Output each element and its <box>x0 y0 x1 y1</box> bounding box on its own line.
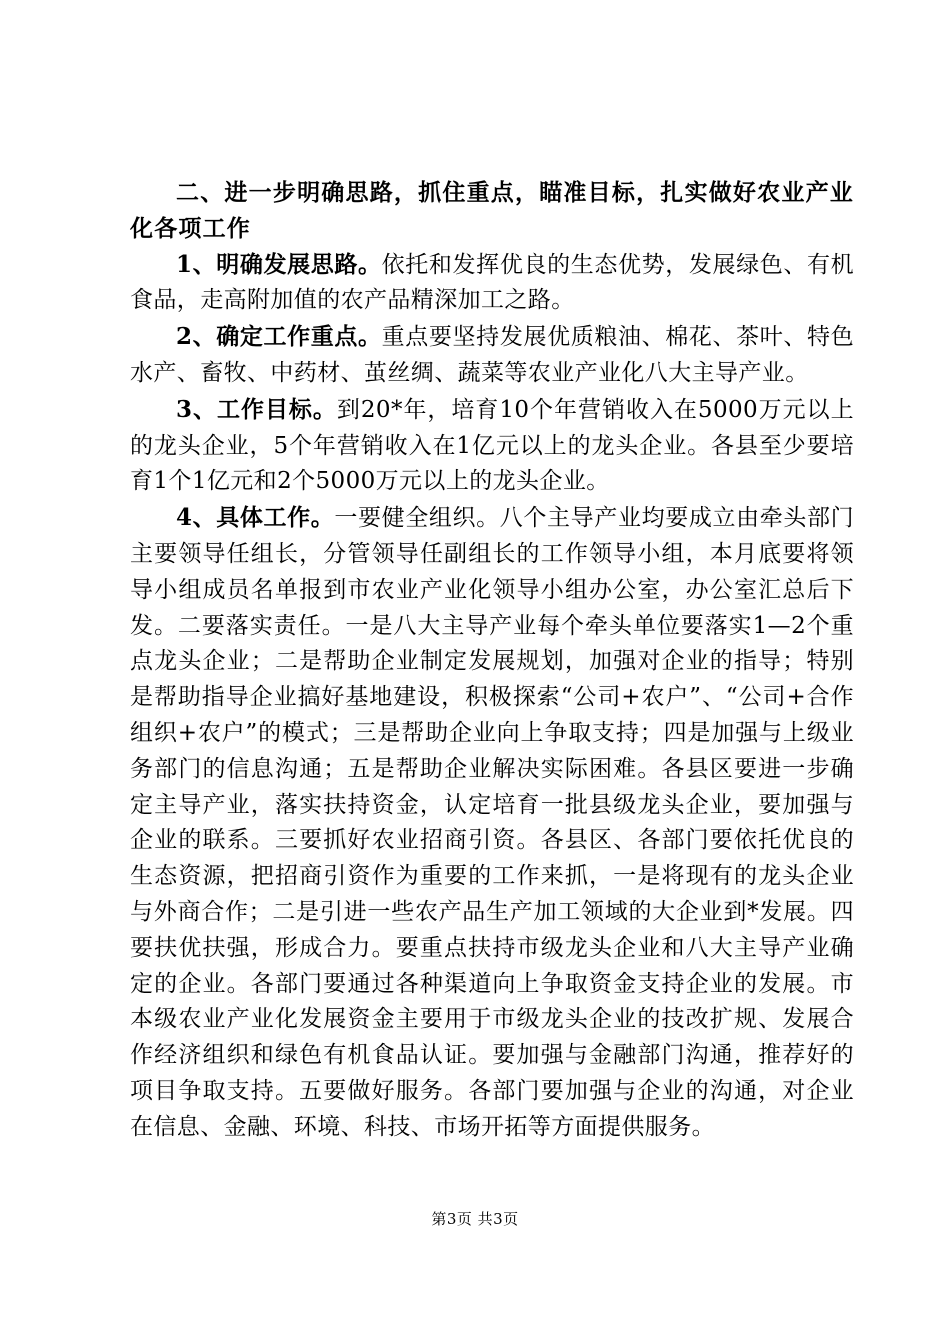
paragraph-lead: 2、确定工作重点。 <box>176 323 382 351</box>
paragraph-text: 依托和发挥优良的生态优势，发展绿色、有机食品，走高附加值的农产品精深加工之路。 <box>130 251 855 314</box>
paragraph-lead: 1、明确发展思路。 <box>176 250 382 278</box>
paragraph-specific-work <box>130 500 854 1145</box>
paragraph-work-goals <box>130 392 854 500</box>
paragraph-lead: 3、工作目标。 <box>176 395 337 423</box>
paragraph-work-focus <box>130 319 854 392</box>
paragraph-text: 重点要坚持发展优质粮油、棉花、茶叶、特色水产、畜牧、中药材、茧丝绸、蔬菜等农业产业化八大主导产业。 <box>130 324 855 386</box>
document-body <box>130 175 854 1146</box>
page-number: 第3页 <box>431 1210 473 1228</box>
paragraph-text: 到20*年，培育10个年营销收入在5000万元以上的龙头企业，5个年营销收入在1亿元以上的龙头企业。各县至少要培育1个1亿元和2个5000万元以上的龙头企业。 <box>130 396 854 495</box>
paragraph-lead: 4、具体工作。 <box>176 504 335 532</box>
paragraph-text: 一要健全组织。八个主导产业均要成立由牵头部门主要领导任组长，分管领导任副组长的工作领导小组，本月底要将领导小组成员名单报到市农业产业化领导小组办公室，办公室汇总后下发。二要落实责任。一是八大主导产业每个牵头单位要落实1—2个重点龙头企业；二是帮助企业制定发展规划，加强对企业的指导；特别是帮助指导企业搞好基地建设，积极探索“公司+农户”、“公司+合作组织+农户”的模式；三是帮助企业向上争取支持；四是加强与上级业务部门的信息沟通；五是帮助企业解决实际困难。各县区要进一步确定主导产业，落实扶持资金，认定培育一批县级龙头企业，要加强与企业的联系。三要抓好农业招商引资。各县区、各部门要依托优良的生态资源，把招商引资作为重要的工作来抓，一是将现有的龙头企业与外商合作；二是引进一些农产品生产加工领域的大企业到*发展。四要扶优扶强，形成合力。要重点扶持市级龙头企业和八大主导产业确定的企业。各部门要通过各种渠道向上争取资金支持企业的发展。市本级农业产业化发展资金主要用于市级龙头企业的技改扩规、发展合作经济组织和绿色有机食品认证。要加强与金融部门沟通，推荐好的项目争取支持。五要做好服务。各部门要加强与企业的沟通，对企业在信息、金融、环境、科技、市场开拓等方面提供服务。 <box>130 505 854 1140</box>
page-footer <box>0 1208 950 1229</box>
paragraph-development-ideas <box>130 247 854 320</box>
page-total: 共3页 <box>477 1210 519 1228</box>
section-heading: 二、进一步明确思路，抓住重点，瞄准目标，扎实做好农业产业化各项工作 <box>130 179 854 242</box>
